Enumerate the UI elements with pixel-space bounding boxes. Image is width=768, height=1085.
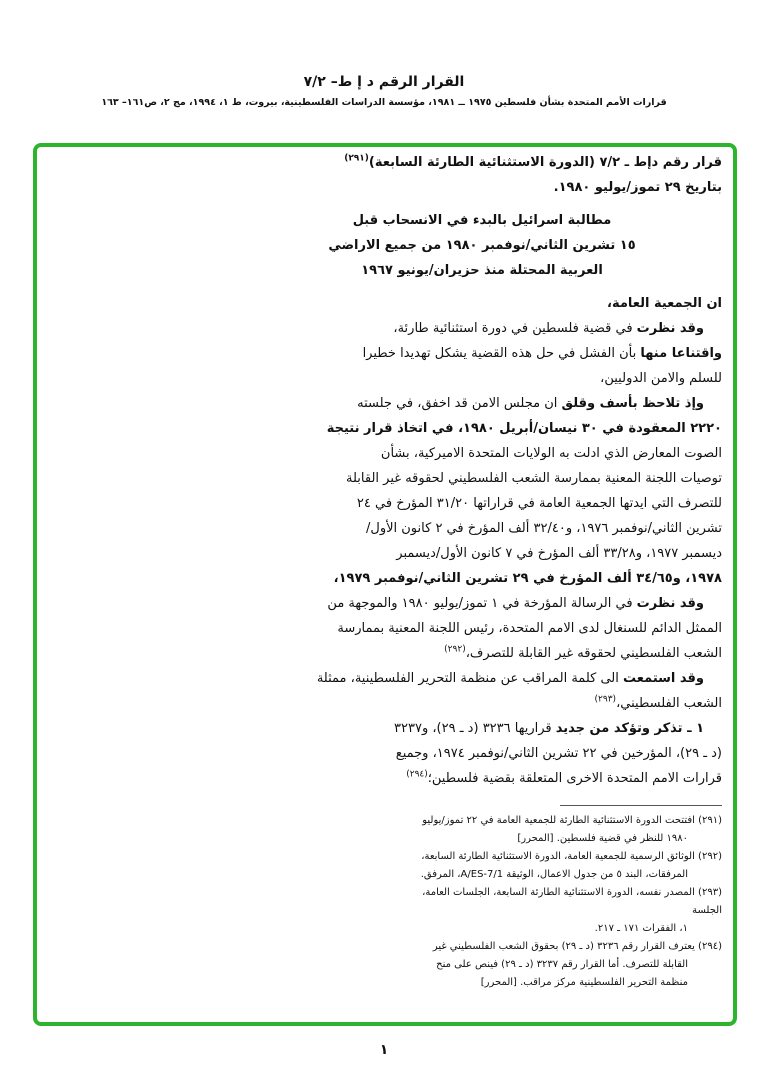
bold-lead: ١٥ تشرين الثاني/نوفمبر ١٩٨٠ من جميع الاراضي xyxy=(328,238,636,253)
line-text: بأن الفشل في حل هذه القضية يشكل تهديدا خطيرا xyxy=(362,346,641,361)
text-line xyxy=(242,316,722,341)
text-line xyxy=(242,175,722,200)
footnote-line: ١، الفقرات ١٧١ ـ ٢١٧. xyxy=(594,923,688,934)
text-line xyxy=(242,741,722,766)
line-text: في الرسالة المؤرخة في ١ تموز/يوليو ١٩٨٠ والموجهة من xyxy=(327,596,637,611)
page-number: ١ xyxy=(379,1042,389,1058)
text-line xyxy=(242,691,722,716)
bold-lead: ٢٢٢٠ المعقودة في ٣٠ نيسان/أبريل ١٩٨٠، في اتخاذ قرار نتيجة xyxy=(326,421,722,436)
text-line xyxy=(242,466,722,491)
text-line xyxy=(242,416,722,441)
bold-lead: العربية المحتلة منذ حزيران/يونيو ١٩٦٧ xyxy=(361,263,603,278)
footnote-line: (٢٩٣) المصدر نفسه، الدورة الاستثنائية الطارئة السابعة، الجلسات العامة، الجلسة xyxy=(422,887,722,916)
line-text: الممثل الدائم للسنغال لدى الامم المتحدة، رئيس اللجنة المعنية بممارسة xyxy=(337,621,722,636)
text-line xyxy=(242,716,722,741)
footnotes xyxy=(392,812,722,992)
text-line xyxy=(242,258,722,283)
bold-lead: وقد استمعت xyxy=(623,671,704,686)
bold-lead: وقد نظرت xyxy=(636,321,704,336)
text-line xyxy=(242,441,722,466)
line-text: توصيات اللجنة المعنية بممارسة الشعب الفلسطيني لحقوقه غير القابلة xyxy=(346,471,722,486)
text-line xyxy=(242,541,722,566)
text-line xyxy=(242,150,722,175)
line-text: في قضية فلسطين في دورة استثنائية طارئة، xyxy=(393,321,637,336)
line-text: قرارات الامم المتحدة الاخرى المتعلقة بقضية فلسطين؛ xyxy=(427,771,722,786)
text-line xyxy=(242,591,722,616)
line-text: للتصرف التي ايدتها الجمعية العامة في قراراتها ٣١/٢٠ المؤرخ في ٢٤ xyxy=(356,496,722,511)
text-line xyxy=(242,391,722,416)
text-line xyxy=(242,516,722,541)
footnote-line: المرفقات، البند ٥ من جدول الاعمال، الوثيقة A/ES-7/1، المرفق. xyxy=(420,869,688,880)
footnote-line: ١٩٨٠ للنظر في قضية فلسطين. [المحرر] xyxy=(517,833,688,844)
line-text: الشعب الفلسطيني، xyxy=(616,696,722,711)
text-line xyxy=(242,366,722,391)
footnote-separator xyxy=(560,805,722,806)
bold-lead: مطالبة اسرائيل بالبدء في الانسحاب قبل xyxy=(352,213,612,228)
text-line xyxy=(242,616,722,641)
bold-lead: وإذ تلاحظ بأسف وقلق xyxy=(561,396,704,411)
text-line xyxy=(242,766,722,791)
line-text: الى كلمة المراقب عن منظمة التحرير الفلسطينية، ممثلة xyxy=(316,671,623,686)
bold-lead: قرار رقم دإط ـ ٧/٢ (الدورة الاستثنائية الطارئة السابعة) xyxy=(368,155,722,170)
footnote-line: منظمة التحرير الفلسطينية مركز مراقب. [المحرر] xyxy=(480,977,688,988)
text-line xyxy=(242,233,722,258)
bold-lead: بتاريخ ٢٩ تموز/يوليو ١٩٨٠. xyxy=(553,180,722,195)
text-line xyxy=(242,566,722,591)
footnote-ref: (٢٩١) xyxy=(344,153,369,164)
bold-lead: واقتناعا منها xyxy=(640,346,722,361)
line-text: الشعب الفلسطيني لحقوقه غير القابلة للتصرف، xyxy=(465,646,722,661)
line-text: الصوت المعارض الذي ادلت به الولايات المتحدة الاميركية، بشأن xyxy=(380,446,722,461)
document-title: القرار الرقم د إ ط– ٧/٢ xyxy=(303,74,465,90)
text-line xyxy=(242,291,722,316)
footnote-line: (٢٩٢) الوثائق الرسمية للجمعية العامة، الدورة الاستثنائية الطارئة السابعة، xyxy=(421,851,722,862)
bold-lead: ان الجمعية العامة، xyxy=(607,296,722,311)
footnote-ref: (٢٩٢) xyxy=(444,644,466,655)
footnote-ref: (٢٩٣) xyxy=(594,694,617,705)
text-line xyxy=(242,208,722,233)
text-line xyxy=(242,641,722,666)
line-text: تشرين الثاني/نوفمبر ١٩٧٦، و٣٢/٤٠ ألف المؤرخ في ٢ كانون الأول/ xyxy=(366,521,722,536)
footnote-ref: (٢٩٤) xyxy=(406,769,428,780)
text-line xyxy=(242,666,722,691)
bold-lead: وقد نظرت xyxy=(636,596,704,611)
bold-lead: ١ ـ تذكر وتؤكد من جديد xyxy=(555,721,704,736)
footnote-line: (٢٩١) افتتحت الدورة الاستثنائية الطارئة للجمعية العامة في ٢٢ تموز/يوليو xyxy=(422,815,722,826)
content-column xyxy=(60,150,722,992)
bold-lead: ١٩٧٨، و٣٤/٦٥ ألف المؤرخ في ٢٩ تشرين الثاني/نوفمبر ١٩٧٩، xyxy=(333,571,722,586)
text-line xyxy=(242,491,722,516)
text-line xyxy=(242,341,722,366)
line-text: قراريها ٣٢٣٦ (د ـ ٢٩)، و٣٢٣٧ xyxy=(394,721,556,736)
line-text: للسلم والامن الدوليين، xyxy=(600,371,722,386)
line-text: ديسمبر ١٩٧٧، و٣٣/٢٨ ألف المؤرخ في ٧ كانون الأول/ديسمبر xyxy=(396,546,722,561)
footnote-line: القابلة للتصرف. أما القرار رقم ٣٢٣٧ (د ـ ٢٩) فينص على منح xyxy=(436,959,688,970)
resolution-body xyxy=(242,150,722,791)
line-text: ان مجلس الامن قد اخفق، في جلسته xyxy=(357,396,562,411)
source-citation: قرارات الأمم المتحدة بشأن فلسطين ١٩٧٥ ــ ١٩٨١، مؤسسة الدراسات الفلسطينية، بيروت، ط ١، ١٩٩٤، مج ٢، ص١٦١– ١٦٣ xyxy=(101,97,667,108)
line-text: (د ـ ٢٩)، المؤرخين في ٢٢ تشرين الثاني/نوفمبر ١٩٧٤، وجميع xyxy=(395,746,722,761)
footnote-line: (٢٩٤) يعترف القرار رقم ٣٢٣٦ (د ـ ٢٩) بحقوق الشعب الفلسطيني غير xyxy=(432,941,722,952)
